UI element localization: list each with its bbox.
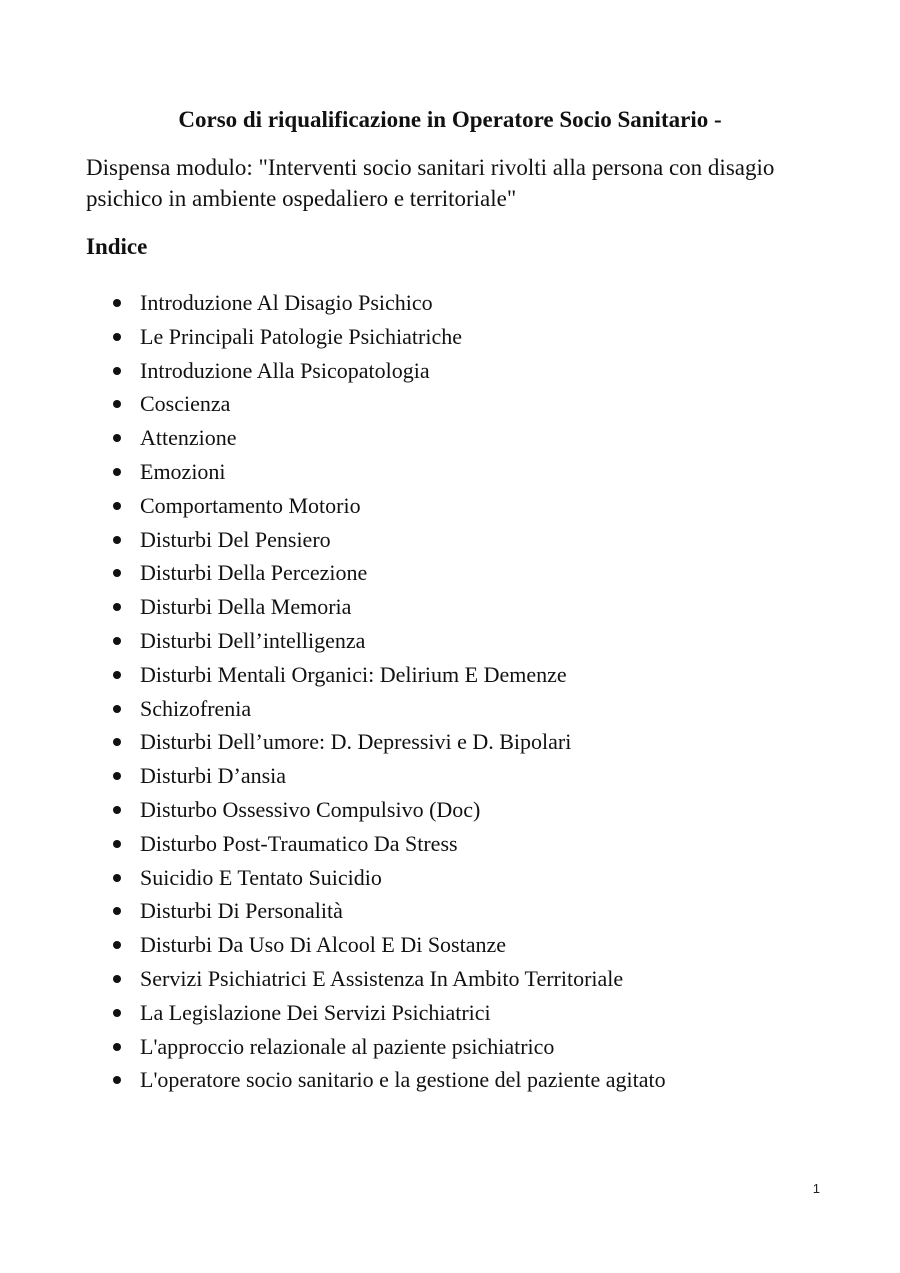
toc-item-label: Disturbi Dell’umore: D. Depressivi e D. Bipolari [140, 729, 572, 755]
toc-item [110, 556, 666, 590]
toc-item [110, 962, 666, 996]
toc-item [110, 320, 666, 354]
bullet-icon [113, 434, 121, 442]
bullet-icon [113, 367, 121, 375]
toc-item [110, 658, 666, 692]
page-number: 1 [812, 1181, 820, 1196]
toc-item-label: L'approccio relazionale al paziente psichiatrico [140, 1033, 555, 1059]
bullet-icon [113, 874, 121, 882]
toc-item-label: La Legislazione Dei Servizi Psichiatrici [140, 999, 491, 1025]
bullet-icon [113, 705, 121, 713]
toc-item-label: Disturbi Del Pensiero [140, 526, 331, 552]
toc-item-label: Attenzione [140, 425, 237, 451]
bullet-icon [113, 907, 121, 915]
bullet-icon [113, 671, 121, 679]
toc-item [110, 286, 666, 320]
toc-item [110, 725, 666, 759]
toc-item-label: Schizofrenia [140, 695, 252, 721]
bullet-icon [113, 772, 121, 780]
bullet-icon [113, 941, 121, 949]
toc-item [110, 928, 666, 962]
toc-item-label: Disturbi D’ansia [140, 763, 287, 789]
bullet-icon [113, 806, 121, 814]
toc-item [110, 421, 666, 455]
toc-item [110, 692, 666, 726]
toc-item [110, 793, 666, 827]
bullet-icon [113, 333, 121, 341]
bullet-icon [113, 738, 121, 746]
toc-item-label: Introduzione Al Disagio Psichico [140, 290, 433, 315]
bullet-icon [113, 1043, 121, 1051]
toc-item [110, 1063, 666, 1097]
bullet-icon [113, 569, 121, 577]
index-heading: Indice [86, 234, 148, 259]
toc-item-label: Comportamento Motorio [140, 492, 361, 518]
toc-item [110, 996, 666, 1030]
bullet-icon [113, 603, 121, 611]
toc-item [110, 624, 666, 658]
bullet-icon [113, 1076, 121, 1084]
table-of-contents [110, 286, 666, 1097]
toc-item [110, 590, 666, 624]
bullet-icon [113, 400, 121, 408]
toc-item-label: Le Principali Patologie Psichiatriche [140, 323, 462, 349]
toc-item-label: Servizi Psichiatrici E Assistenza In Ambito Territoriale [140, 965, 624, 991]
bullet-icon [113, 1009, 121, 1017]
toc-item-label: Coscienza [140, 391, 231, 417]
toc-item [110, 455, 666, 489]
bullet-icon [113, 299, 121, 307]
toc-item-label: L'operatore socio sanitario e la gestione del paziente agitato [140, 1067, 666, 1093]
toc-item [110, 489, 666, 523]
toc-item [110, 827, 666, 861]
bullet-icon [113, 502, 121, 510]
toc-item-label: Disturbo Ossessivo Compulsivo (Doc) [140, 796, 481, 822]
toc-item [110, 759, 666, 793]
bullet-icon [113, 468, 121, 476]
toc-item [110, 354, 666, 388]
toc-item-label: Suicidio E Tentato Suicidio [140, 864, 382, 890]
toc-item-label: Disturbi Di Personalità [140, 898, 343, 924]
toc-item-label: Disturbi Dell’intelligenza [140, 627, 366, 653]
toc-item [110, 387, 666, 421]
toc-item-label: Disturbi Da Uso Di Alcool E Di Sostanze [140, 932, 507, 958]
toc-item [110, 1030, 666, 1064]
toc-item-label: Introduzione Alla Psicopatologia [140, 357, 430, 383]
toc-item [110, 894, 666, 928]
toc-item-label: Disturbi Mentali Organici: Delirium E Demenze [140, 661, 567, 687]
bullet-icon [113, 536, 121, 544]
toc-item-label: Disturbi Della Memoria [140, 594, 352, 620]
toc-item [110, 523, 666, 557]
toc-item-label: Emozioni [140, 458, 226, 484]
toc-item-label: Disturbi Della Percezione [140, 560, 368, 586]
bullet-icon [113, 637, 121, 645]
bullet-icon [113, 840, 121, 848]
toc-item-label: Disturbo Post-Traumatico Da Stress [140, 830, 458, 856]
bullet-icon [113, 975, 121, 983]
document-subtitle: Dispensa modulo: "Interventi socio sanitari rivolti alla persona con disagio psichico in ambiente ospedaliero e territoriale" [86, 155, 775, 211]
document-title: Corso di riqualificazione in Operatore Socio Sanitario - [178, 107, 722, 132]
toc-item [110, 861, 666, 895]
